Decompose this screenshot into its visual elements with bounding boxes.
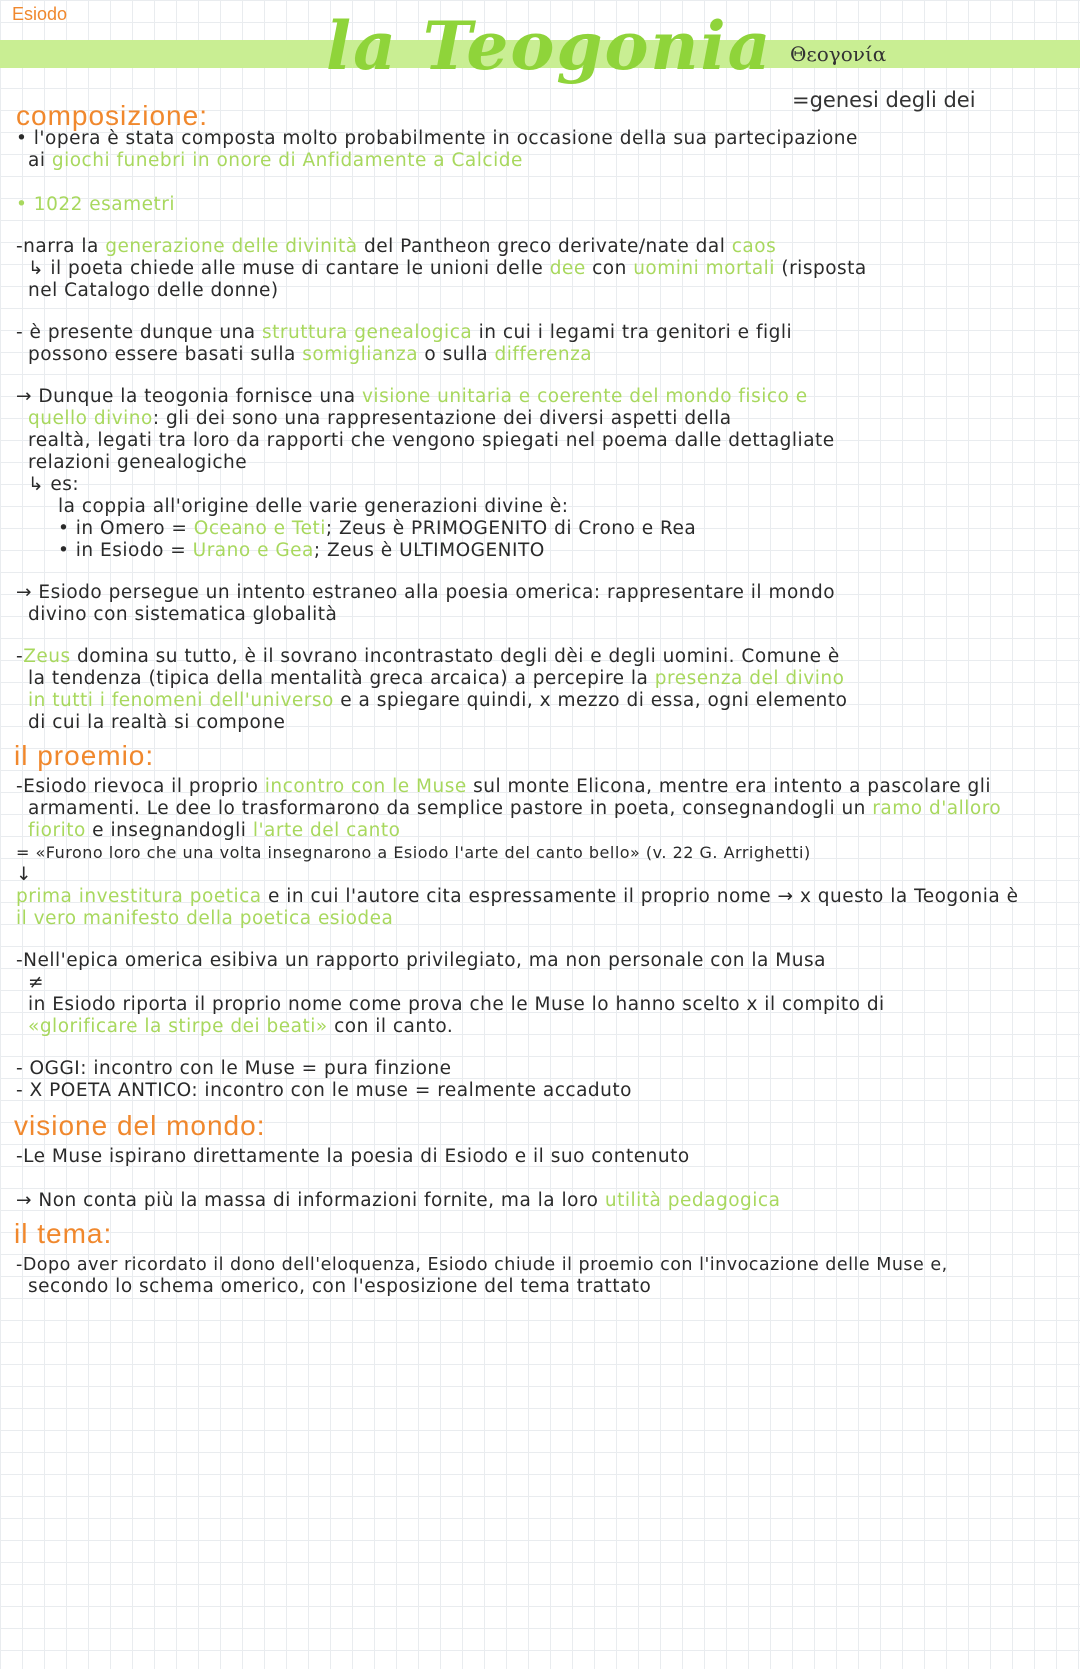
note-line: fiorito e insegnandogli l'arte del canto xyxy=(28,820,401,841)
note-line: relazioni genealogiche xyxy=(28,452,248,473)
page-title: la Teogonia xyxy=(326,7,773,85)
note-line: ↓ xyxy=(16,864,33,885)
note-line: → Non conta più la massa di informazioni fornite, ma la loro utilità pedagogica xyxy=(16,1190,781,1211)
note-line: → Dunque la teogonia fornisce una visione unitaria e coerente del mondo fisico e xyxy=(16,386,808,407)
note-line: -Dopo aver ricordato il dono dell'eloquenza, Esiodo chiude il proemio con l'invocazione delle Muse e, xyxy=(16,1255,948,1275)
note-line: nel Catalogo delle donne) xyxy=(28,280,279,301)
note-line: → Esiodo persegue un intento estraneo alla poesia omerica: rappresentare il mondo xyxy=(16,582,836,603)
note-line: -Zeus domina su tutto, è il sovrano incontrastato degli dèi e degli uomini. Comune è xyxy=(16,646,840,667)
note-line: -Nell'epica omerica esibiva un rapporto privilegiato, ma non personale con la Musa xyxy=(16,950,826,971)
note-line: • in Esiodo = Urano e Gea; Zeus è ULTIMOGENITO xyxy=(58,540,545,561)
note-line: • in Omero = Oceano e Teti; Zeus è PRIMOGENITO di Crono e Rea xyxy=(58,518,697,539)
section-proemio: il proemio: xyxy=(14,740,155,771)
title-meaning: =genesi degli dei xyxy=(792,88,976,112)
note-line: in tutti i fenomeni dell'universo e a spiegare quindi, x mezzo di essa, ogni elemento xyxy=(28,690,848,711)
note-line: secondo lo schema omerico, con l'esposizione del tema trattato xyxy=(28,1276,652,1297)
note-line: la coppia all'origine delle varie generazioni divine è: xyxy=(58,496,569,517)
note-line: armamenti. Le dee lo trasformarono da semplice pastore in poeta, consegnandogli un ramo d'alloro xyxy=(28,798,1002,819)
note-line: possono essere basati sulla somiglianza o sulla differenza xyxy=(28,344,593,365)
note-line: ≠ xyxy=(28,972,45,993)
note-line: realtà, legati tra loro da rapporti che vengono spiegati nel poema dalle dettagliate xyxy=(28,430,835,451)
note-line: - è presente dunque una struttura genealogica in cui i legami tra genitori e figli xyxy=(16,322,793,343)
note-line: - X POETA ANTICO: incontro con le muse = realmente accaduto xyxy=(16,1080,632,1101)
note-line: = «Furono loro che una volta insegnarono a Esiodo l'arte del canto bello» (v. 22 G. Arrighetti) xyxy=(16,843,811,862)
note-line: -Esiodo rievoca il proprio incontro con le Muse sul monte Elicona, mentre era intento a pascolare gli xyxy=(16,776,991,797)
greek-title: Θεογονία xyxy=(790,42,887,66)
note-line: • 1022 esametri xyxy=(16,194,176,215)
note-line: divino con sistematica globalità xyxy=(28,604,338,625)
note-line: di cui la realtà si compone xyxy=(28,712,286,733)
note-line: prima investitura poetica e in cui l'autore cita espressamente il proprio nome → x questo la Teogonia è xyxy=(16,886,1019,907)
note-line: quello divino: gli dei sono una rappresentazione dei diversi aspetti della xyxy=(28,408,732,429)
note-line: la tendenza (tipica della mentalità greca arcaica) a percepire la presenza del divino xyxy=(28,668,845,689)
section-composizione: composizione: xyxy=(16,100,208,131)
section-tema: il tema: xyxy=(14,1218,113,1249)
note-line: in Esiodo riporta il proprio nome come prova che le Muse lo hanno scelto x il compito di xyxy=(28,994,885,1015)
author-label: Esiodo xyxy=(12,4,68,24)
section-visione: visione del mondo: xyxy=(14,1110,266,1141)
note-line: «glorificare la stirpe dei beati» con il canto. xyxy=(28,1016,454,1037)
note-line: ↳ es: xyxy=(28,474,80,495)
note-line: -narra la generazione delle divinità del Pantheon greco derivate/nate dal caos xyxy=(16,236,777,257)
note-line: -Le Muse ispirano direttamente la poesia di Esiodo e il suo contenuto xyxy=(16,1146,690,1167)
note-line: il vero manifesto della poetica esiodea xyxy=(16,908,394,929)
note-line: ↳ il poeta chiede alle muse di cantare le unioni delle dee con uomini mortali (risposta xyxy=(28,258,867,279)
note-line: ai giochi funebri in onore di Anfidamente a Calcide xyxy=(28,150,523,171)
note-line: • l'opera è stata composta molto probabilmente in occasione della sua partecipazione xyxy=(16,128,858,149)
note-line: - OGGI: incontro con le Muse = pura finzione xyxy=(16,1058,452,1079)
